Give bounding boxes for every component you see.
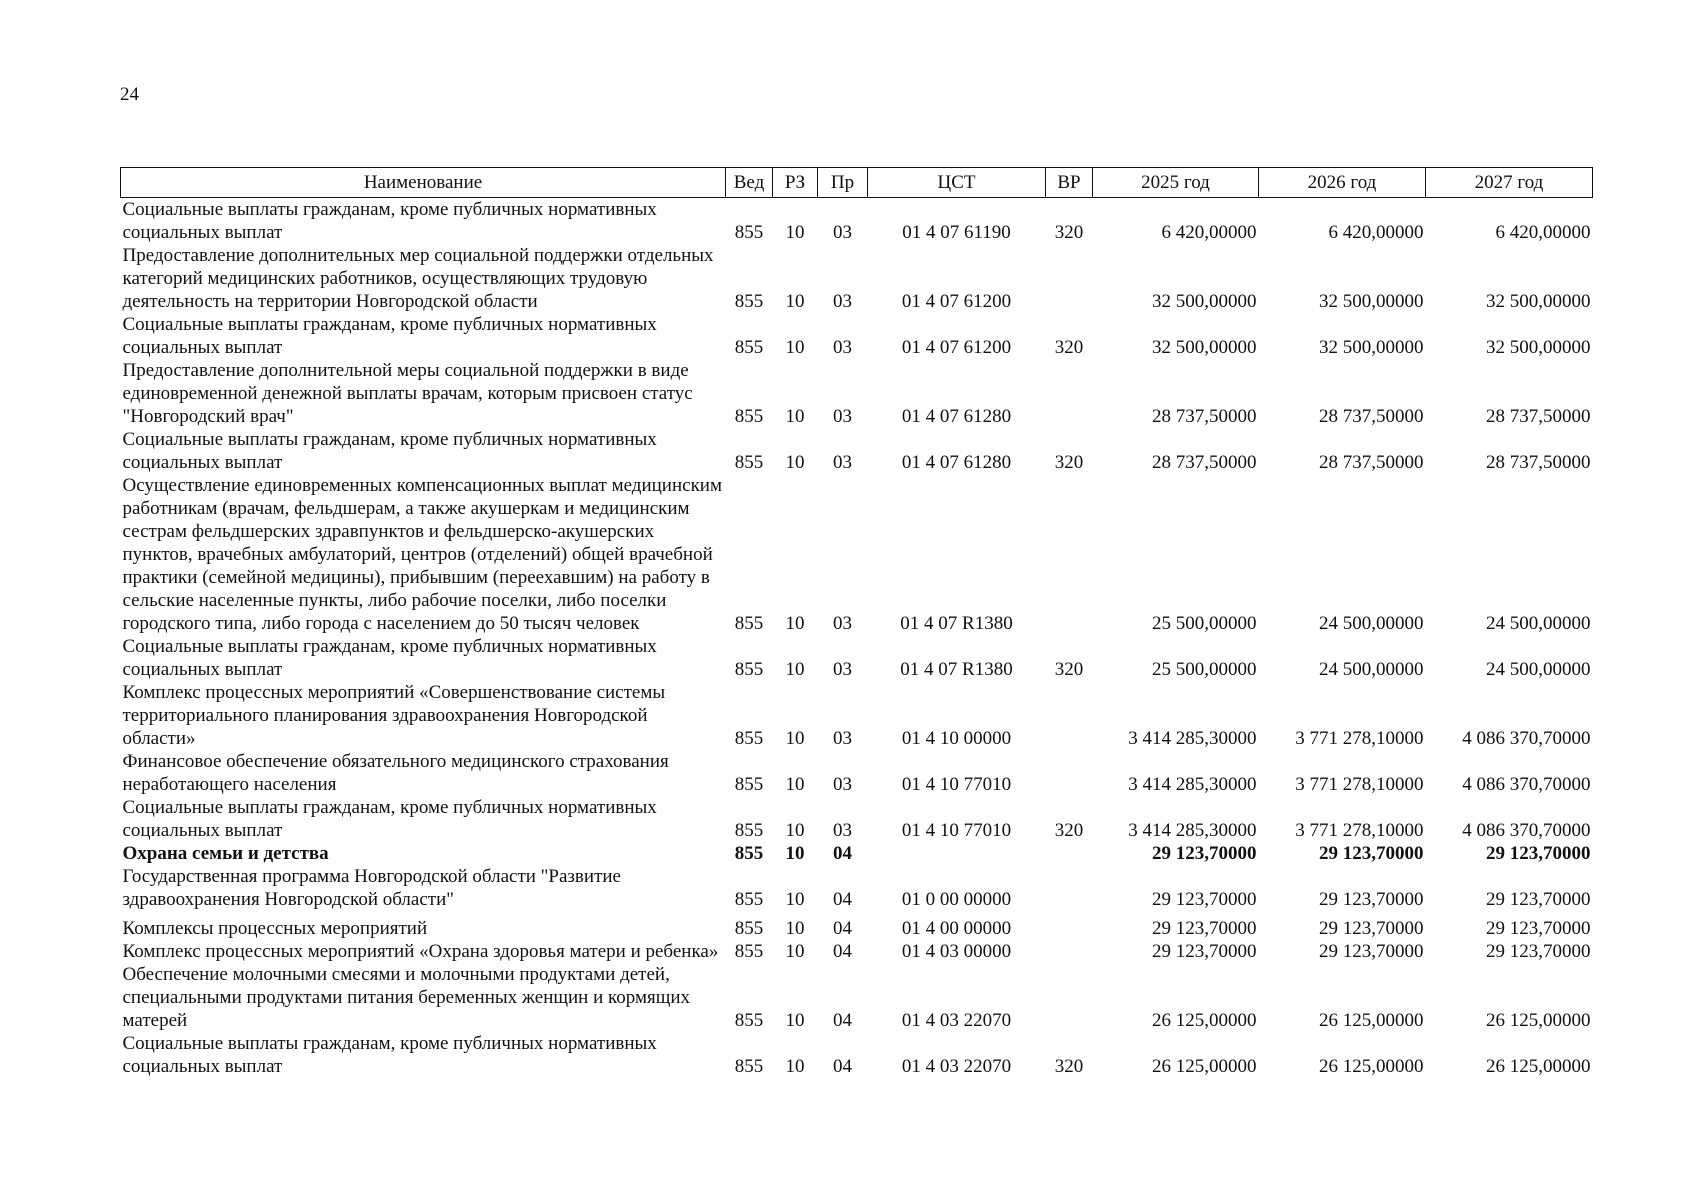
- cell-2027: 4 086 370,70000: [1462, 820, 1591, 841]
- cell-name: Социальные выплаты гражданам, кроме публичных нормативных социальных выплат: [122, 199, 657, 243]
- cell-name: Финансовое обеспечение обязательного медицинского страхования неработающего населения: [122, 751, 669, 795]
- cell-pr: 03: [833, 222, 852, 243]
- cell-vr: [1046, 963, 1093, 1032]
- table-row: [121, 359, 1593, 428]
- cell-rz: 10: [785, 452, 805, 473]
- cell-2025: 29 123,70000: [1152, 941, 1257, 962]
- cell-ved: 855: [734, 774, 764, 795]
- cell-name: Предоставление дополнительной меры социальной поддержки в виде единовременной денежной выплаты врачам, которым присвоен статус "Новгородский врач": [122, 360, 693, 427]
- cell-cst: 01 4 03 22070: [901, 1010, 1012, 1031]
- cell-name: Социальные выплаты гражданам, кроме публичных нормативных социальных выплат: [122, 1033, 657, 1077]
- header-ved: Вед: [726, 168, 773, 198]
- cell-name: Комплекс процессных мероприятий «Совершенствование системы территориального планирования здравоохранения Новгородской области»: [122, 682, 666, 749]
- cell-2026: 32 500,00000: [1319, 337, 1424, 358]
- cell-ved: 855: [734, 406, 764, 427]
- cell-cst: 01 4 07 61200: [901, 291, 1012, 312]
- cell-2025: 25 500,00000: [1152, 659, 1257, 680]
- cell-2025: 29 123,70000: [1152, 843, 1257, 864]
- cell-ved: 855: [734, 452, 764, 473]
- cell-vr: 320: [1054, 337, 1084, 358]
- cell-2026: 29 123,70000: [1319, 889, 1424, 910]
- cell-vr: [1046, 244, 1093, 313]
- cell-2025: 26 125,00000: [1152, 1010, 1257, 1031]
- cell-cst: 01 0 00 00000: [901, 889, 1012, 910]
- cell-2025: 3 414 285,30000: [1128, 774, 1257, 795]
- page-number: 24: [120, 84, 139, 105]
- cell-name: Обеспечение молочными смесями и молочными продуктами детей, специальными продуктами питания беременных женщин и кормящих матерей: [122, 964, 691, 1031]
- cell-cst: 01 4 10 00000: [901, 728, 1012, 749]
- cell-cst: 01 4 07 61200: [901, 337, 1012, 358]
- cell-pr: 04: [833, 941, 852, 962]
- cell-rz: 10: [785, 1056, 805, 1077]
- cell-2025: 28 737,50000: [1152, 406, 1257, 427]
- cell-rz: 10: [785, 613, 805, 634]
- cell-ved: 855: [734, 728, 764, 749]
- cell-name: Охрана семьи и детства: [122, 843, 329, 864]
- table-body: [121, 198, 1593, 1079]
- cell-cst: [868, 842, 1046, 865]
- cell-vr: [1046, 474, 1093, 635]
- cell-2026: 24 500,00000: [1319, 613, 1424, 634]
- cell-2027: 26 125,00000: [1486, 1056, 1591, 1077]
- cell-cst: 01 4 03 00000: [901, 941, 1012, 962]
- cell-2025: 32 500,00000: [1152, 337, 1257, 358]
- cell-pr: 03: [833, 659, 852, 680]
- cell-vr: [1046, 865, 1093, 911]
- header-name: Наименование: [121, 168, 726, 198]
- table-row: [121, 244, 1593, 313]
- cell-2026: 28 737,50000: [1319, 452, 1424, 473]
- cell-rz: 10: [785, 889, 805, 910]
- cell-pr: 03: [833, 613, 852, 634]
- cell-ved: 855: [734, 843, 764, 864]
- budget-table: [120, 167, 1593, 1078]
- cell-rz: 10: [785, 659, 805, 680]
- header-rz: РЗ: [773, 168, 818, 198]
- cell-cst: 01 4 10 77010: [901, 820, 1012, 841]
- table-row: [121, 1032, 1593, 1078]
- cell-rz: 10: [785, 941, 805, 962]
- cell-pr: 03: [833, 774, 852, 795]
- cell-cst: 01 4 10 77010: [901, 774, 1012, 795]
- table-row: [121, 911, 1593, 940]
- cell-name: Комплекс процессных мероприятий «Охрана здоровья матери и ребенка»: [122, 941, 719, 962]
- cell-2027: 6 420,00000: [1495, 222, 1591, 243]
- cell-pr: 04: [833, 1010, 852, 1031]
- cell-vr: [1046, 842, 1093, 865]
- cell-pr: 04: [833, 1056, 852, 1077]
- cell-cst: 01 4 07 R1380: [900, 613, 1013, 634]
- cell-vr: [1046, 940, 1093, 963]
- cell-2025: 29 123,70000: [1152, 918, 1257, 939]
- cell-rz: 10: [785, 918, 805, 939]
- cell-2026: 26 125,00000: [1319, 1010, 1424, 1031]
- table-row: [121, 750, 1593, 796]
- cell-name: Социальные выплаты гражданам, кроме публичных нормативных социальных выплат: [122, 429, 657, 473]
- cell-ved: 855: [734, 889, 764, 910]
- cell-2025: 29 123,70000: [1152, 889, 1257, 910]
- cell-pr: 04: [833, 843, 852, 864]
- cell-cst: 01 4 07 61190: [902, 222, 1011, 243]
- header-2027: 2027 год: [1426, 168, 1593, 198]
- cell-rz: 10: [785, 291, 805, 312]
- header-2026: 2026 год: [1259, 168, 1426, 198]
- cell-2025: 25 500,00000: [1152, 613, 1257, 634]
- cell-2027: 32 500,00000: [1486, 291, 1591, 312]
- table-row: [121, 313, 1593, 359]
- cell-rz: 10: [785, 728, 805, 749]
- cell-cst: 01 4 03 22070: [901, 1056, 1012, 1077]
- cell-pr: 03: [833, 291, 852, 312]
- header-cst: ЦСТ: [868, 168, 1046, 198]
- cell-name: Социальные выплаты гражданам, кроме публичных нормативных социальных выплат: [122, 636, 657, 680]
- table-row: [121, 842, 1593, 865]
- header-vr: ВР: [1046, 168, 1093, 198]
- table-row: [121, 796, 1593, 842]
- cell-ved: 855: [734, 291, 764, 312]
- cell-2027: 28 737,50000: [1486, 406, 1591, 427]
- cell-ved: 855: [734, 659, 764, 680]
- table-row: [121, 635, 1593, 681]
- cell-2027: 28 737,50000: [1486, 452, 1591, 473]
- cell-ved: 855: [734, 1010, 764, 1031]
- cell-ved: 855: [734, 337, 764, 358]
- cell-2026: 29 123,70000: [1319, 918, 1424, 939]
- cell-rz: 10: [785, 843, 805, 864]
- cell-rz: 10: [785, 820, 805, 841]
- cell-2025: 6 420,00000: [1161, 222, 1257, 243]
- cell-2026: 3 771 278,10000: [1295, 774, 1424, 795]
- table-row: [121, 198, 1593, 245]
- cell-2027: 4 086 370,70000: [1462, 728, 1591, 749]
- cell-2025: 32 500,00000: [1152, 291, 1257, 312]
- cell-rz: 10: [785, 406, 805, 427]
- cell-pr: 03: [833, 452, 852, 473]
- cell-2026: 6 420,00000: [1328, 222, 1424, 243]
- cell-2026: 29 123,70000: [1319, 843, 1424, 864]
- cell-2027: 29 123,70000: [1486, 843, 1591, 864]
- header-pr: Пр: [818, 168, 868, 198]
- cell-rz: 10: [785, 1010, 805, 1031]
- cell-cst: 01 4 07 61280: [901, 406, 1012, 427]
- cell-vr: 320: [1054, 659, 1084, 680]
- cell-name: Государственная программа Новгородской области "Развитие здравоохранения Новгородской области": [122, 866, 621, 910]
- cell-2027: 4 086 370,70000: [1462, 774, 1591, 795]
- cell-2026: 3 771 278,10000: [1295, 820, 1424, 841]
- cell-rz: 10: [785, 337, 805, 358]
- cell-2026: 3 771 278,10000: [1295, 728, 1424, 749]
- table-row: [121, 428, 1593, 474]
- cell-2027: 29 123,70000: [1486, 941, 1591, 962]
- cell-pr: 04: [833, 889, 852, 910]
- cell-cst: 01 4 07 R1380: [900, 659, 1013, 680]
- cell-2025: 3 414 285,30000: [1128, 820, 1257, 841]
- cell-ved: 855: [734, 613, 764, 634]
- cell-vr: 320: [1054, 1056, 1084, 1077]
- table-row: [121, 474, 1593, 635]
- cell-name: Осуществление единовременных компенсационных выплат медицинским работникам (врачам, фельдшерам, а также акушеркам и медицинским сестрам фельдшерских здравпунктов и фельдшерско-акушерских пунктов, врачебных амбулаторий, центров (отделений) общей врачебной практики (семейной медицины), прибывшим (переехавшим) на работу в сельские населенные пункты, либо рабочие поселки, либо поселки городского типа, либо города с населением до 50 тысяч человек: [122, 475, 722, 634]
- cell-2027: 24 500,00000: [1486, 659, 1591, 680]
- cell-vr: [1046, 681, 1093, 750]
- cell-cst: 01 4 07 61280: [901, 452, 1012, 473]
- cell-ved: 855: [734, 941, 764, 962]
- table-row: [121, 940, 1593, 963]
- cell-name: Социальные выплаты гражданам, кроме публичных нормативных социальных выплат: [122, 797, 657, 841]
- cell-pr: 03: [833, 820, 852, 841]
- cell-vr: 320: [1054, 222, 1084, 243]
- cell-2026: 28 737,50000: [1319, 406, 1424, 427]
- cell-2026: 32 500,00000: [1319, 291, 1424, 312]
- header-2025: 2025 год: [1093, 168, 1259, 198]
- cell-pr: 03: [833, 337, 852, 358]
- cell-name: Социальные выплаты гражданам, кроме публичных нормативных социальных выплат: [122, 314, 657, 358]
- cell-2025: 28 737,50000: [1152, 452, 1257, 473]
- cell-name: Комплексы процессных мероприятий: [122, 918, 428, 939]
- cell-2026: 26 125,00000: [1319, 1056, 1424, 1077]
- cell-pr: 04: [833, 918, 852, 939]
- cell-ved: 855: [734, 918, 764, 939]
- cell-vr: [1046, 911, 1093, 940]
- cell-pr: 03: [833, 406, 852, 427]
- cell-2025: 3 414 285,30000: [1128, 728, 1257, 749]
- cell-pr: 03: [833, 728, 852, 749]
- cell-rz: 10: [785, 222, 805, 243]
- cell-2027: 29 123,70000: [1486, 889, 1591, 910]
- cell-vr: [1046, 750, 1093, 796]
- table-row: [121, 865, 1593, 911]
- cell-2027: 24 500,00000: [1486, 613, 1591, 634]
- cell-name: Предоставление дополнительных мер социальной поддержки отдельных категорий медицинских работников, осуществляющих трудовую деятельность на территории Новгородской области: [122, 245, 714, 312]
- cell-cst: 01 4 00 00000: [901, 918, 1012, 939]
- cell-ved: 855: [734, 820, 764, 841]
- cell-2027: 26 125,00000: [1486, 1010, 1591, 1031]
- cell-2027: 29 123,70000: [1486, 918, 1591, 939]
- cell-rz: 10: [785, 774, 805, 795]
- cell-ved: 855: [734, 222, 764, 243]
- table-row: [121, 963, 1593, 1032]
- cell-2026: 29 123,70000: [1319, 941, 1424, 962]
- table-header-row: [121, 168, 1593, 198]
- table-row: [121, 681, 1593, 750]
- cell-vr: [1046, 359, 1093, 428]
- cell-2026: 24 500,00000: [1319, 659, 1424, 680]
- cell-vr: 320: [1054, 820, 1084, 841]
- cell-2025: 26 125,00000: [1152, 1056, 1257, 1077]
- cell-ved: 855: [734, 1056, 764, 1077]
- cell-2027: 32 500,00000: [1486, 337, 1591, 358]
- cell-vr: 320: [1054, 452, 1084, 473]
